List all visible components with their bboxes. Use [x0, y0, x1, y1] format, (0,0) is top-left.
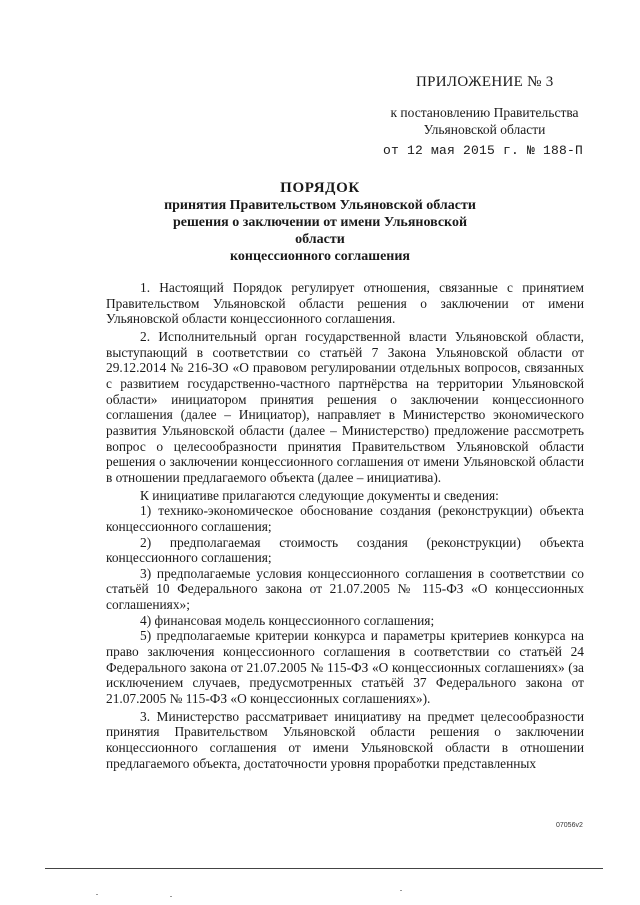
title-line-1: принятия Правительством Ульяновской области	[164, 198, 476, 213]
title-line-3: концессионного соглашения	[230, 249, 410, 264]
document-code: 07056v2	[556, 822, 583, 829]
footer-divider	[45, 868, 603, 869]
list-item-1: 1) технико-экономическое обоснование создания (реконструкции) объекта концессионного соглашения;	[106, 503, 584, 534]
paragraph-attachments-intro: К инициативе прилагаются следующие документы и сведения:	[140, 487, 499, 503]
list-item-5: 5) предполагаемые критерии конкурса и параметры критериев конкурса на право заключения концессионного соглашения в соответствии со статьёй 24 Федерального закона от 21.07.2005 № 115-ФЗ «О концессионных соглашениях» (за исключением случаев, предусмотренных статьёй 37 Федерального закона от 21.07.2005 № 115-ФЗ «О концессионных соглашениях»).	[106, 628, 584, 707]
list-item-4: 4) финансовая модель концессионного соглашения;	[140, 612, 435, 628]
scan-speck	[96, 894, 98, 895]
decree-date-number: от 12 мая 2015 г. № 188-П	[383, 143, 584, 158]
scan-speck	[400, 890, 402, 891]
paragraph-2: 2. Исполнительный орган государственной власти Ульяновской области, выступающий в соответствии со статьёй 7 Закона Ульяновской области от 29.12.2014 № 216-ЗО «О правовом регулировании отдельных вопросов, связанных с развитием государственно-частного партнёрства на территории Ульяновской области» инициатором принятия решения о заключении концессионного соглашения (далее – Инициатор), направляет в Министерство экономического развития Ульяновской области (далее – Министерство) предложение рассмотреть вопрос о целесообразности принятия Правительством Ульяновской области решения о заключении концессионного соглашения от имени Ульяновской области в отношении предлагаемого объекта (далее – инициатива).	[106, 328, 584, 485]
paragraph-3: 3. Министерство рассматривает инициативу на предмет целесообразности принятия Правительством Ульяновской области решения о заключении концессионного соглашения от имени Ульяновской области в отношении предлагаемого объекта, достаточности уровня проработки представленных	[106, 708, 584, 771]
decree-reference-line-2: Ульяновской области	[423, 122, 546, 137]
title-line-2: решения о заключении от имени Ульяновской области	[172, 215, 468, 247]
scan-speck	[170, 896, 172, 897]
list-item-3: 3) предполагаемые условия концессионного соглашения в соответствии со статьёй 10 Федерального закона от 21.07.2005 № 115-ФЗ «О концессионных соглашениях»;	[106, 565, 584, 613]
document-title	[160, 180, 480, 265]
paragraph-1: 1. Настоящий Порядок регулирует отношения, связанные с принятием Правительством Ульяновской области решения о заключении от имени Ульяновской области концессионного соглашения.	[106, 280, 584, 327]
list-item-2: 2) предполагаемая стоимость создания (реконструкции) объекта концессионного соглашения;	[106, 534, 584, 566]
title-main: ПОРЯДОК	[280, 180, 360, 196]
document-body	[106, 280, 584, 771]
decree-reference-line-1: к постановлению Правительства	[390, 105, 579, 120]
decree-reference	[387, 104, 582, 138]
appendix-number: ПРИЛОЖЕНИЕ № 3	[416, 74, 554, 90]
